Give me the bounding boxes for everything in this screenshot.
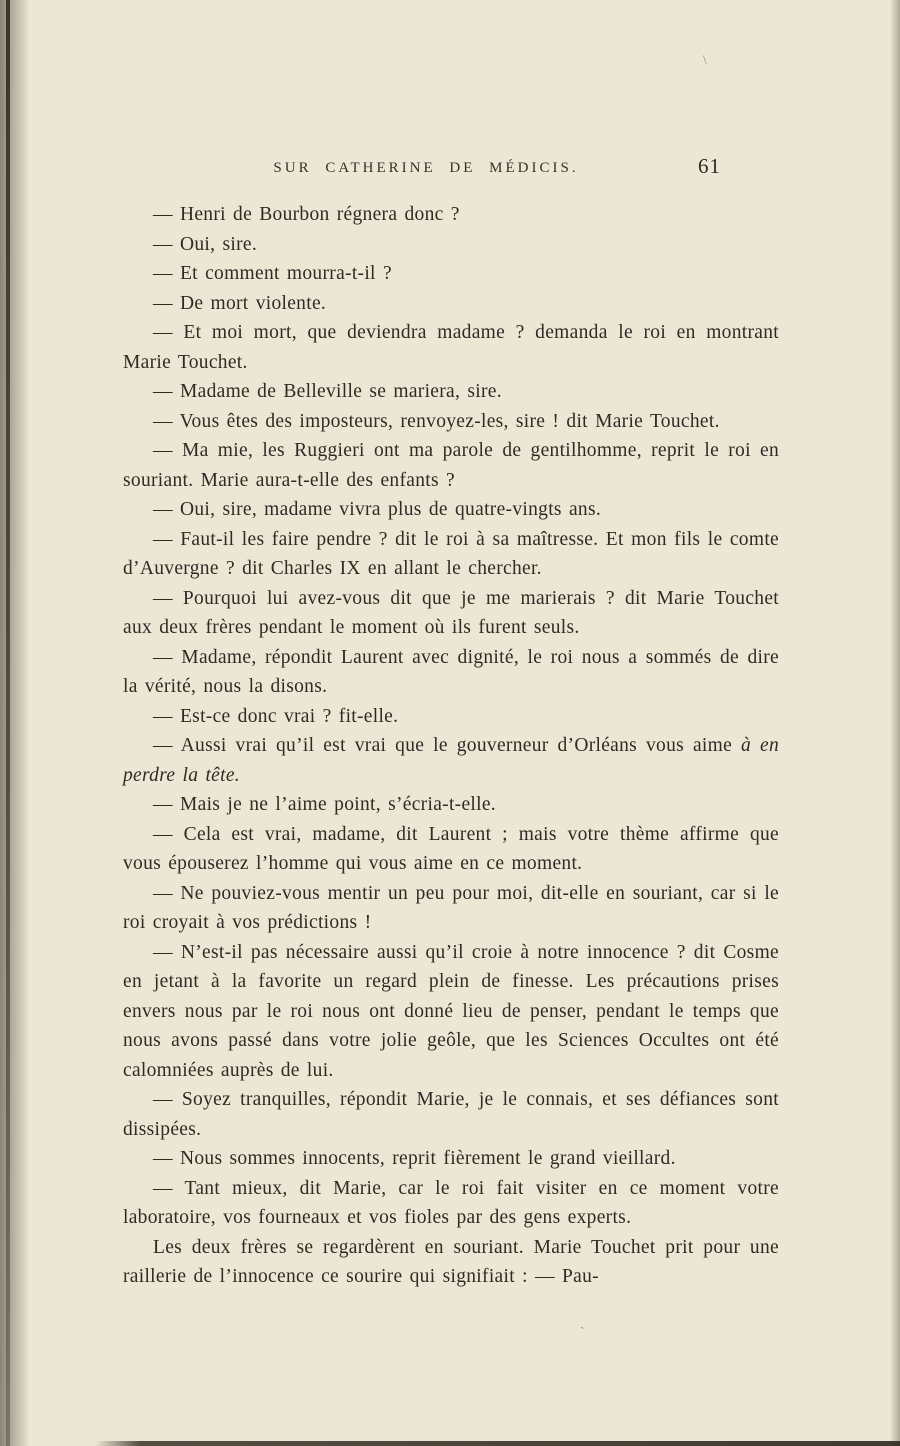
scan-edge-bottom-line xyxy=(0,1441,900,1446)
paragraph xyxy=(123,318,779,377)
paragraph xyxy=(123,879,779,938)
paragraph xyxy=(123,1144,779,1174)
running-title: SUR CATHERINE DE MÉDICIS. xyxy=(273,160,579,176)
page-number: 61 xyxy=(698,154,721,178)
text-segment: Les deux frères se regardèrent en souriant. Marie Touchet prit pour une raillerie de l’innocence ce sourire qui signifiait : — Pau- xyxy=(123,1236,779,1287)
text-segment: — Est-ce donc vrai ? fit-elle. xyxy=(153,705,399,727)
text-segment: — Ma mie, les Ruggieri ont ma parole de gentilhomme, reprit le roi en souriant. Marie aura-t-elle des enfants ? xyxy=(123,440,779,491)
text-segment: — Ne pouviez-vous mentir un peu pour moi, dit-elle en souriant, car si le roi croyait à vos prédictions ! xyxy=(123,882,779,933)
paragraph xyxy=(123,230,779,260)
paragraph xyxy=(123,259,779,289)
text-segment: — Faut-il les faire pendre ? dit le roi à sa maîtresse. Et mon fils le comte d’Auvergne ? dit Charles IX en allant le chercher. xyxy=(123,528,779,579)
paragraph xyxy=(123,377,779,407)
paragraph xyxy=(123,495,779,525)
italic-text-segment: à en perdre la tête. xyxy=(123,735,780,786)
paragraph xyxy=(123,436,779,495)
text-segment: — Et comment mourra-t-il ? xyxy=(153,263,392,284)
text-segment: — N’est-il pas nécessaire aussi qu’il croie à notre innocence ? dit Cosme en jetant à la favorite un regard plein de finesse. Les précautions prises envers nous par le roi nous ont donné lieu de penser, pendant le temps que nous avons passé dans votre jolie geôle, que les Sciences Occultes ont été calomniées auprès de lui. xyxy=(123,941,779,1081)
paragraph xyxy=(123,584,779,643)
text-segment: — Oui, sire, madame vivra plus de quatre-vingts ans. xyxy=(153,499,602,520)
paragraph xyxy=(123,525,779,584)
paragraph xyxy=(123,1085,779,1144)
text-segment: — Nous sommes innocents, reprit fièrement le grand vieillard. xyxy=(153,1148,676,1169)
text-segment: — Madame de Belleville se mariera, sire. xyxy=(153,381,502,402)
paragraph xyxy=(123,407,779,437)
page-content xyxy=(123,154,780,1292)
text-segment: — Aussi vrai qu’il est vrai que le gouverneur d’Orléans vous aime xyxy=(153,735,742,756)
text-segment: — Pourquoi lui avez-vous dit que je me marierais ? dit Marie Touchet aux deux frères pendant le moment où ils furent seuls. xyxy=(123,587,779,638)
text-segment: — Mais je ne l’aime point, s’écria-t-elle. xyxy=(153,794,496,815)
paragraph xyxy=(123,790,779,820)
text-segment: — Soyez tranquilles, répondit Marie, je le connais, et ses défiances sont dissipées. xyxy=(123,1089,779,1140)
scan-edge-left-line xyxy=(6,0,10,1446)
paragraph xyxy=(123,938,779,1086)
text-segment: — Henri de Bourbon régnera donc ? xyxy=(153,204,460,225)
text-segment: — Vous êtes des imposteurs, renvoyez-les, sire ! dit Marie Touchet. xyxy=(153,410,720,432)
text-segment: — Madame, répondit Laurent avec dignité, le roi nous a sommés de dire la vérité, nous la disons. xyxy=(123,646,779,697)
text-segment: — De mort violente. xyxy=(153,292,327,314)
text-segment: — Oui, sire. xyxy=(153,233,258,255)
text-segment: — Tant mieux, dit Marie, car le roi fait visiter en ce moment votre laboratoire, vos fourneaux et vos fioles par des gens experts. xyxy=(123,1177,779,1228)
paragraph xyxy=(123,1233,779,1292)
scan-edge-left-vignette xyxy=(0,0,30,1446)
scan-speck: ` xyxy=(580,1324,585,1339)
page-header xyxy=(123,154,779,192)
paragraph xyxy=(123,289,779,319)
text-segment: — Cela est vrai, madame, dit Laurent ; mais votre thème affirme que vous épouserez l’homme qui vous aime en ce moment. xyxy=(123,823,779,874)
paragraph xyxy=(123,200,779,230)
page-body xyxy=(123,200,779,1292)
paragraph xyxy=(123,1174,779,1233)
paragraph xyxy=(123,643,779,702)
paragraph xyxy=(123,702,779,732)
paragraph xyxy=(123,731,779,790)
scan-edge-right-vignette xyxy=(890,0,900,1446)
scan-speck: \ xyxy=(703,52,707,67)
text-segment: — Et moi mort, que deviendra madame ? demanda le roi en montrant Marie Touchet. xyxy=(123,322,779,373)
paragraph xyxy=(123,820,779,879)
